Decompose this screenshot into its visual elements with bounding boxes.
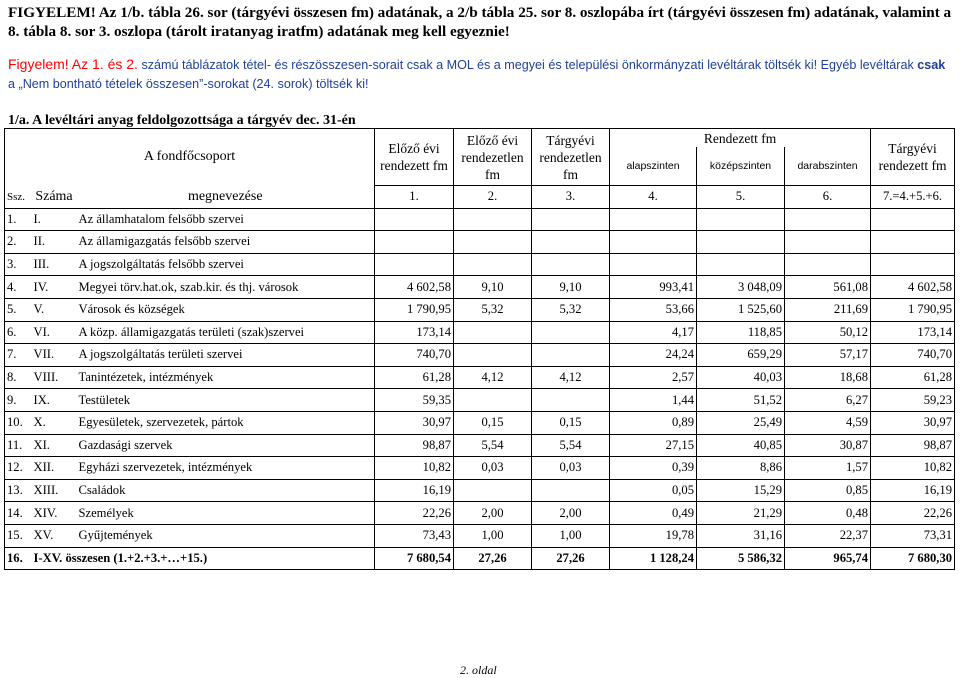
cell-c6: 0,48 bbox=[785, 502, 871, 525]
cell-nev: Testületek bbox=[77, 389, 375, 412]
note-blue-part3: -sorokat (24. sorok) töltsék ki! bbox=[203, 77, 369, 91]
cell-szama: IV. bbox=[32, 276, 77, 299]
cell-szama: III. bbox=[32, 253, 77, 276]
header-szama: Száma bbox=[32, 186, 77, 209]
cell-c2 bbox=[454, 479, 532, 502]
cell-c5: 51,52 bbox=[697, 389, 785, 412]
header-col4: alapszinten bbox=[610, 147, 697, 186]
header-col3: Tárgyévi rendezetlen fm bbox=[532, 129, 610, 186]
table-row bbox=[5, 389, 955, 412]
note-red-text: Figyelem! Az 1. és 2. bbox=[8, 56, 138, 72]
cell-c3: 4,12 bbox=[532, 366, 610, 389]
cell-c3 bbox=[532, 253, 610, 276]
cell-c4: 993,41 bbox=[610, 276, 697, 299]
cell-c4: 0,49 bbox=[610, 502, 697, 525]
cell-nev: Az államhatalom felsőbb szervei bbox=[77, 208, 375, 231]
cell-nev: A jogszolgáltatás területi szervei bbox=[77, 344, 375, 367]
cell-nev: A közp. államigazgatás területi (szak)szervei bbox=[77, 321, 375, 344]
cell-c3 bbox=[532, 208, 610, 231]
cell-c7: 4 602,58 bbox=[871, 276, 955, 299]
cell-szama: XIV. bbox=[32, 502, 77, 525]
cell-c1: 10,82 bbox=[375, 457, 454, 480]
header-num4: 4. bbox=[610, 186, 697, 209]
cell-c4: 19,78 bbox=[610, 524, 697, 547]
cell-c7: 61,28 bbox=[871, 366, 955, 389]
cell-c2: 2,00 bbox=[454, 502, 532, 525]
cell-nev: Egyházi szervezetek, intézmények bbox=[77, 457, 375, 480]
cell-c4: 2,57 bbox=[610, 366, 697, 389]
cell-c6 bbox=[785, 253, 871, 276]
total-ssz: 16. bbox=[5, 547, 32, 570]
total-c7: 7 680,30 bbox=[871, 547, 955, 570]
table-row bbox=[5, 434, 955, 457]
cell-c6: 50,12 bbox=[785, 321, 871, 344]
header-num6: 6. bbox=[785, 186, 871, 209]
cell-ssz: 3. bbox=[5, 253, 32, 276]
cell-szama: VIII. bbox=[32, 366, 77, 389]
cell-c5: 21,29 bbox=[697, 502, 785, 525]
cell-c1 bbox=[375, 253, 454, 276]
table-row bbox=[5, 524, 955, 547]
header-col7: Tárgyévi rendezett fm bbox=[871, 129, 955, 186]
cell-szama: IX. bbox=[32, 389, 77, 412]
cell-nev: Egyesületek, szervezetek, pártok bbox=[77, 411, 375, 434]
cell-szama: XIII. bbox=[32, 479, 77, 502]
cell-c7 bbox=[871, 231, 955, 254]
cell-c2 bbox=[454, 208, 532, 231]
cell-c3 bbox=[532, 389, 610, 412]
total-c4: 1 128,24 bbox=[610, 547, 697, 570]
cell-ssz: 15. bbox=[5, 524, 32, 547]
table-title: 1/a. A levéltári anyag feldolgozottsága a tárgyév dec. 31-én bbox=[8, 113, 356, 128]
instruction-note bbox=[8, 55, 952, 94]
cell-c6: 0,85 bbox=[785, 479, 871, 502]
table-row bbox=[5, 253, 955, 276]
cell-szama: VII. bbox=[32, 344, 77, 367]
cell-c1: 22,26 bbox=[375, 502, 454, 525]
data-table bbox=[4, 128, 955, 570]
cell-c3: 0,15 bbox=[532, 411, 610, 434]
cell-c6 bbox=[785, 208, 871, 231]
cell-c5: 31,16 bbox=[697, 524, 785, 547]
cell-c4 bbox=[610, 231, 697, 254]
header-col2: Előző évi rendezetlen fm bbox=[454, 129, 532, 186]
cell-szama: VI. bbox=[32, 321, 77, 344]
cell-ssz: 5. bbox=[5, 298, 32, 321]
cell-c7 bbox=[871, 253, 955, 276]
cell-c5: 15,29 bbox=[697, 479, 785, 502]
cell-c7: 1 790,95 bbox=[871, 298, 955, 321]
cell-c7: 22,26 bbox=[871, 502, 955, 525]
cell-c7: 73,31 bbox=[871, 524, 955, 547]
cell-szama: X. bbox=[32, 411, 77, 434]
cell-c7: 59,23 bbox=[871, 389, 955, 412]
cell-szama: II. bbox=[32, 231, 77, 254]
cell-ssz: 12. bbox=[5, 457, 32, 480]
cell-c1: 16,19 bbox=[375, 479, 454, 502]
cell-c4 bbox=[610, 253, 697, 276]
cell-c5: 659,29 bbox=[697, 344, 785, 367]
cell-nev: Gyűjtemények bbox=[77, 524, 375, 547]
total-c5: 5 586,32 bbox=[697, 547, 785, 570]
cell-ssz: 9. bbox=[5, 389, 32, 412]
cell-nev: Gazdasági szervek bbox=[77, 434, 375, 457]
cell-c5: 40,03 bbox=[697, 366, 785, 389]
cell-ssz: 1. bbox=[5, 208, 32, 231]
header-num5: 5. bbox=[697, 186, 785, 209]
cell-c6: 1,57 bbox=[785, 457, 871, 480]
cell-nev: Az államigazgatás felsőbb szervei bbox=[77, 231, 375, 254]
cell-c5: 118,85 bbox=[697, 321, 785, 344]
header-fondfocsoport: A fondfőcsoport bbox=[5, 129, 375, 186]
cell-nev: Személyek bbox=[77, 502, 375, 525]
cell-c7: 740,70 bbox=[871, 344, 955, 367]
cell-c2 bbox=[454, 344, 532, 367]
cell-c3 bbox=[532, 231, 610, 254]
cell-szama: XV. bbox=[32, 524, 77, 547]
table-row bbox=[5, 502, 955, 525]
cell-nev: Városok és községek bbox=[77, 298, 375, 321]
header-rendezett-fm: Rendezett fm bbox=[610, 129, 871, 148]
cell-c3 bbox=[532, 479, 610, 502]
note-blue-bold2: „Nem bontható tételek összesen” bbox=[18, 77, 204, 91]
note-blue-part2: a bbox=[8, 77, 19, 91]
cell-ssz: 11. bbox=[5, 434, 32, 457]
cell-c6: 30,87 bbox=[785, 434, 871, 457]
cell-c6: 211,69 bbox=[785, 298, 871, 321]
cell-c1 bbox=[375, 208, 454, 231]
cell-c4: 24,24 bbox=[610, 344, 697, 367]
cell-c2: 4,12 bbox=[454, 366, 532, 389]
cell-szama: I. bbox=[32, 208, 77, 231]
table-row bbox=[5, 344, 955, 367]
table-row bbox=[5, 298, 955, 321]
cell-c3 bbox=[532, 321, 610, 344]
header-col6: darabszinten bbox=[785, 147, 871, 186]
cell-c2: 5,32 bbox=[454, 298, 532, 321]
cell-nev: Megyei törv.hat.ok, szab.kir. és thj. városok bbox=[77, 276, 375, 299]
cell-c6: 22,37 bbox=[785, 524, 871, 547]
table-row bbox=[5, 411, 955, 434]
cell-c2: 1,00 bbox=[454, 524, 532, 547]
total-label: I-XV. összesen (1.+2.+3.+…+15.) bbox=[32, 547, 375, 570]
table-row bbox=[5, 208, 955, 231]
cell-c2: 9,10 bbox=[454, 276, 532, 299]
cell-ssz: 7. bbox=[5, 344, 32, 367]
cell-ssz: 10. bbox=[5, 411, 32, 434]
cell-c1 bbox=[375, 231, 454, 254]
total-c3: 27,26 bbox=[532, 547, 610, 570]
total-c6: 965,74 bbox=[785, 547, 871, 570]
cell-c7: 10,82 bbox=[871, 457, 955, 480]
cell-c2 bbox=[454, 253, 532, 276]
cell-c5: 3 048,09 bbox=[697, 276, 785, 299]
cell-c7: 16,19 bbox=[871, 479, 955, 502]
cell-c6: 57,17 bbox=[785, 344, 871, 367]
cell-c5 bbox=[697, 208, 785, 231]
cell-c5: 1 525,60 bbox=[697, 298, 785, 321]
warning-text: FIGYELEM! Az 1/b. tábla 26. sor (tárgyévi összesen fm) adatának, a 2/b tábla 25. sor 8. oszlopába írt (tárgyévi összesen fm) adatának, valamint a 8. tábla 8. sor 3. oszlopa (tárolt iratanyag iratfm) adatának meg kell egyeznie! bbox=[8, 4, 952, 40]
cell-nev: A jogszolgáltatás felsőbb szervei bbox=[77, 253, 375, 276]
cell-c3: 5,54 bbox=[532, 434, 610, 457]
note-blue-bold1: csak bbox=[917, 58, 946, 72]
cell-c3: 2,00 bbox=[532, 502, 610, 525]
cell-c6 bbox=[785, 231, 871, 254]
cell-c3: 9,10 bbox=[532, 276, 610, 299]
cell-ssz: 8. bbox=[5, 366, 32, 389]
cell-c3 bbox=[532, 344, 610, 367]
header-num3: 3. bbox=[532, 186, 610, 209]
cell-c5: 40,85 bbox=[697, 434, 785, 457]
cell-c7: 30,97 bbox=[871, 411, 955, 434]
cell-c5 bbox=[697, 231, 785, 254]
cell-c4: 0,05 bbox=[610, 479, 697, 502]
cell-c4: 27,15 bbox=[610, 434, 697, 457]
header-num7: 7.=4.+5.+6. bbox=[871, 186, 955, 209]
table-row bbox=[5, 479, 955, 502]
cell-ssz: 4. bbox=[5, 276, 32, 299]
cell-c1: 98,87 bbox=[375, 434, 454, 457]
cell-szama: V. bbox=[32, 298, 77, 321]
table-row bbox=[5, 457, 955, 480]
header-num1: 1. bbox=[375, 186, 454, 209]
cell-szama: XII. bbox=[32, 457, 77, 480]
cell-c2: 5,54 bbox=[454, 434, 532, 457]
header-col5: középszinten bbox=[697, 147, 785, 186]
cell-ssz: 6. bbox=[5, 321, 32, 344]
header-megnevezese: megnevezése bbox=[77, 186, 375, 209]
cell-c6: 561,08 bbox=[785, 276, 871, 299]
cell-c2 bbox=[454, 231, 532, 254]
cell-c2 bbox=[454, 321, 532, 344]
cell-c3: 5,32 bbox=[532, 298, 610, 321]
cell-c2 bbox=[454, 389, 532, 412]
note-blue-part1: számú táblázatok tétel- és részösszesen-sorait csak a MOL és a megyei és települési önkormányzati levéltárak töltsék ki! Egyéb levéltárak bbox=[137, 58, 918, 72]
cell-c1: 59,35 bbox=[375, 389, 454, 412]
cell-nev: Tanintézetek, intézmények bbox=[77, 366, 375, 389]
cell-c6: 18,68 bbox=[785, 366, 871, 389]
cell-c4: 53,66 bbox=[610, 298, 697, 321]
cell-c2: 0,15 bbox=[454, 411, 532, 434]
cell-c6: 6,27 bbox=[785, 389, 871, 412]
cell-c5: 25,49 bbox=[697, 411, 785, 434]
cell-c4: 1,44 bbox=[610, 389, 697, 412]
cell-c4: 0,39 bbox=[610, 457, 697, 480]
table-row bbox=[5, 321, 955, 344]
cell-c1: 73,43 bbox=[375, 524, 454, 547]
cell-c1: 740,70 bbox=[375, 344, 454, 367]
cell-nev: Családok bbox=[77, 479, 375, 502]
table-row bbox=[5, 231, 955, 254]
cell-c6: 4,59 bbox=[785, 411, 871, 434]
cell-c1: 173,14 bbox=[375, 321, 454, 344]
cell-c4 bbox=[610, 208, 697, 231]
cell-ssz: 14. bbox=[5, 502, 32, 525]
table-row bbox=[5, 366, 955, 389]
cell-c3: 1,00 bbox=[532, 524, 610, 547]
cell-ssz: 13. bbox=[5, 479, 32, 502]
cell-c1: 30,97 bbox=[375, 411, 454, 434]
header-num2: 2. bbox=[454, 186, 532, 209]
cell-c2: 0,03 bbox=[454, 457, 532, 480]
cell-c7: 98,87 bbox=[871, 434, 955, 457]
cell-c5: 8,86 bbox=[697, 457, 785, 480]
cell-c4: 0,89 bbox=[610, 411, 697, 434]
cell-c5 bbox=[697, 253, 785, 276]
cell-c1: 61,28 bbox=[375, 366, 454, 389]
header-col1: Előző évi rendezett fm bbox=[375, 129, 454, 186]
cell-c1: 4 602,58 bbox=[375, 276, 454, 299]
cell-c1: 1 790,95 bbox=[375, 298, 454, 321]
cell-szama: XI. bbox=[32, 434, 77, 457]
page-footer: 2. oldal bbox=[460, 663, 497, 677]
cell-c3: 0,03 bbox=[532, 457, 610, 480]
header-ssz: Ssz. bbox=[5, 186, 32, 209]
cell-c7: 173,14 bbox=[871, 321, 955, 344]
cell-ssz: 2. bbox=[5, 231, 32, 254]
cell-c4: 4,17 bbox=[610, 321, 697, 344]
total-c2: 27,26 bbox=[454, 547, 532, 570]
cell-c7 bbox=[871, 208, 955, 231]
total-c1: 7 680,54 bbox=[375, 547, 454, 570]
table-row bbox=[5, 276, 955, 299]
